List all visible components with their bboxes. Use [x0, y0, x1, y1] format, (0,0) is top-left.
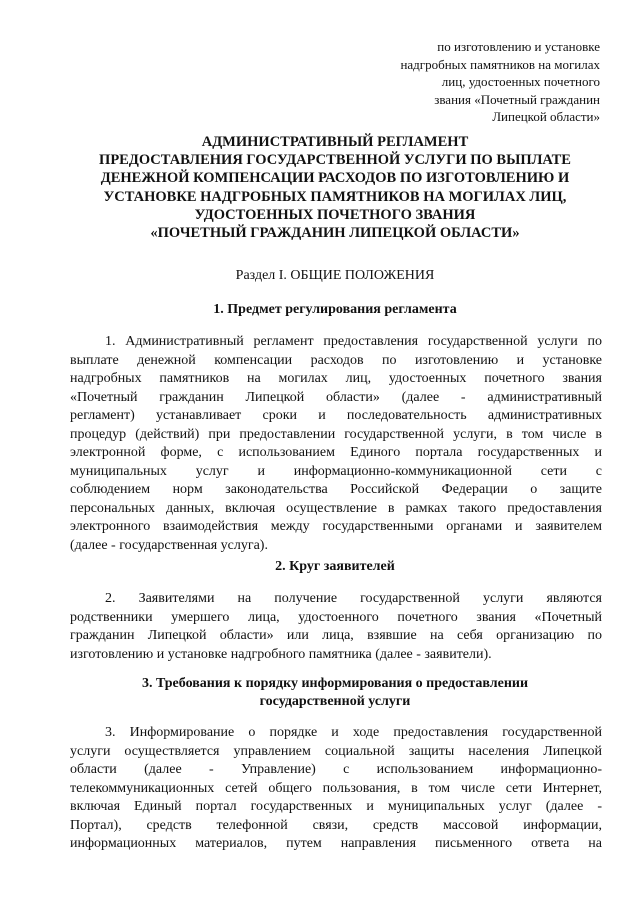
subsection-heading-3: [70, 675, 600, 711]
header-line: по изготовлению и установке: [437, 39, 600, 54]
approval-header: [330, 38, 600, 126]
paragraph-line: включая Единый портал государственных и муниципальных услуг (далее -: [70, 799, 602, 814]
paragraph-line: «Почетный гражданин Липецкой области» (далее - административный: [70, 389, 602, 405]
paragraph-line: 3. Информирование о порядке и ходе предоставления государственной: [105, 725, 602, 740]
paragraph-line: муниципальных услуг и информационно-коммуникационной сети с: [70, 463, 602, 479]
heading-line: 3. Требования к порядку информирования о предоставлении: [141, 676, 529, 691]
title-line: «ПОЧЕТНЫЙ ГРАЖДАНИН ЛИПЕЦКОЙ ОБЛАСТИ»: [150, 225, 520, 242]
paragraph-line: изготовлению и установке надгробного памятника (далее - заявители).: [70, 646, 492, 662]
header-line: Липецкой области»: [492, 109, 600, 124]
paragraph-line: Портал), средств телефонной связи, средств массовой информации,: [70, 817, 602, 833]
paragraph-3: [70, 724, 602, 854]
header-line: лиц, удостоенных почетного: [441, 74, 600, 89]
paragraph-line: надгробных памятников на могилах лиц, удостоенных почетного звания: [70, 371, 602, 386]
paragraph-line: 1. Административный регламент предоставления государственной услуги по: [105, 334, 602, 349]
heading-line: государственной услуги: [259, 694, 411, 709]
paragraph-2: [70, 590, 602, 664]
title-line: УСТАНОВКЕ НАДГРОБНЫХ ПАМЯТНИКОВ НА МОГИЛАХ ЛИЦ,: [103, 188, 567, 205]
title-line: АДМИНИСТРАТИВНЫЙ РЕГЛАМЕНТ: [201, 134, 469, 150]
subsection-heading-1: [70, 301, 600, 319]
paragraph-line: гражданин Липецкой области» или лица, взявшие на себя организацию по: [70, 628, 602, 643]
paragraph-line: родственники умершего лица, удостоенного почетного звания «Почетный: [70, 609, 602, 625]
paragraph-line: регламент) устанавливает сроки и последовательность административных: [70, 408, 602, 423]
paragraph-line: персональных данных, включая осуществление в рамках такого предоставления: [70, 500, 602, 516]
paragraph-line: электронной форме, с использованием Единого портала государственных и: [70, 445, 602, 460]
section-title: Раздел I. ОБЩИЕ ПОЛОЖЕНИЯ: [235, 268, 435, 283]
paragraph-line: 2. Заявителями на получение государственной услуги являются: [105, 591, 602, 606]
header-line: надгробных памятников на могилах: [400, 56, 600, 72]
paragraph-line: области (далее - Управление) с использованием информационно-: [70, 762, 602, 777]
paragraph-line: процедур (действий) при предоставлении государственной услуги, в том числе в: [70, 426, 602, 442]
subsection-heading-2: [70, 558, 600, 576]
heading-line: 2. Круг заявителей: [275, 559, 395, 574]
paragraph-line: телекоммуникационных сетей общего пользования, в том числе сети Интернет,: [70, 780, 602, 796]
paragraph-line: соблюдением норм законодательства Российской Федерации о защите: [70, 482, 602, 497]
document-title: [70, 133, 600, 242]
header-line: звания «Почетный гражданин: [434, 91, 600, 107]
title-line: ПРЕДОСТАВЛЕНИЯ ГОСУДАРСТВЕННОЙ УСЛУГИ ПО ВЫПЛАТЕ: [99, 152, 571, 169]
paragraph-line: услуги осуществляется управлением социальной защиты населения Липецкой: [70, 743, 602, 759]
paragraph-1: [70, 333, 602, 555]
heading-line: 1. Предмет регулирования регламента: [213, 302, 457, 317]
paragraph-line: электронного взаимодействия между государственными органами и заявителем: [70, 519, 602, 534]
paragraph-line: (далее - государственная услуга).: [70, 537, 268, 553]
title-line: УДОСТОЕННЫХ ПОЧЕТНОГО ЗВАНИЯ: [194, 206, 476, 223]
title-line: ДЕНЕЖНОЙ КОМПЕНСАЦИИ РАСХОДОВ ПО ИЗГОТОВЛЕНИЮ И: [100, 170, 570, 187]
paragraph-line: выплате денежной компенсации расходов по изготовлению и установке: [70, 352, 602, 368]
paragraph-line: информационных материалов, путем направления письменного ответа на: [70, 836, 602, 851]
